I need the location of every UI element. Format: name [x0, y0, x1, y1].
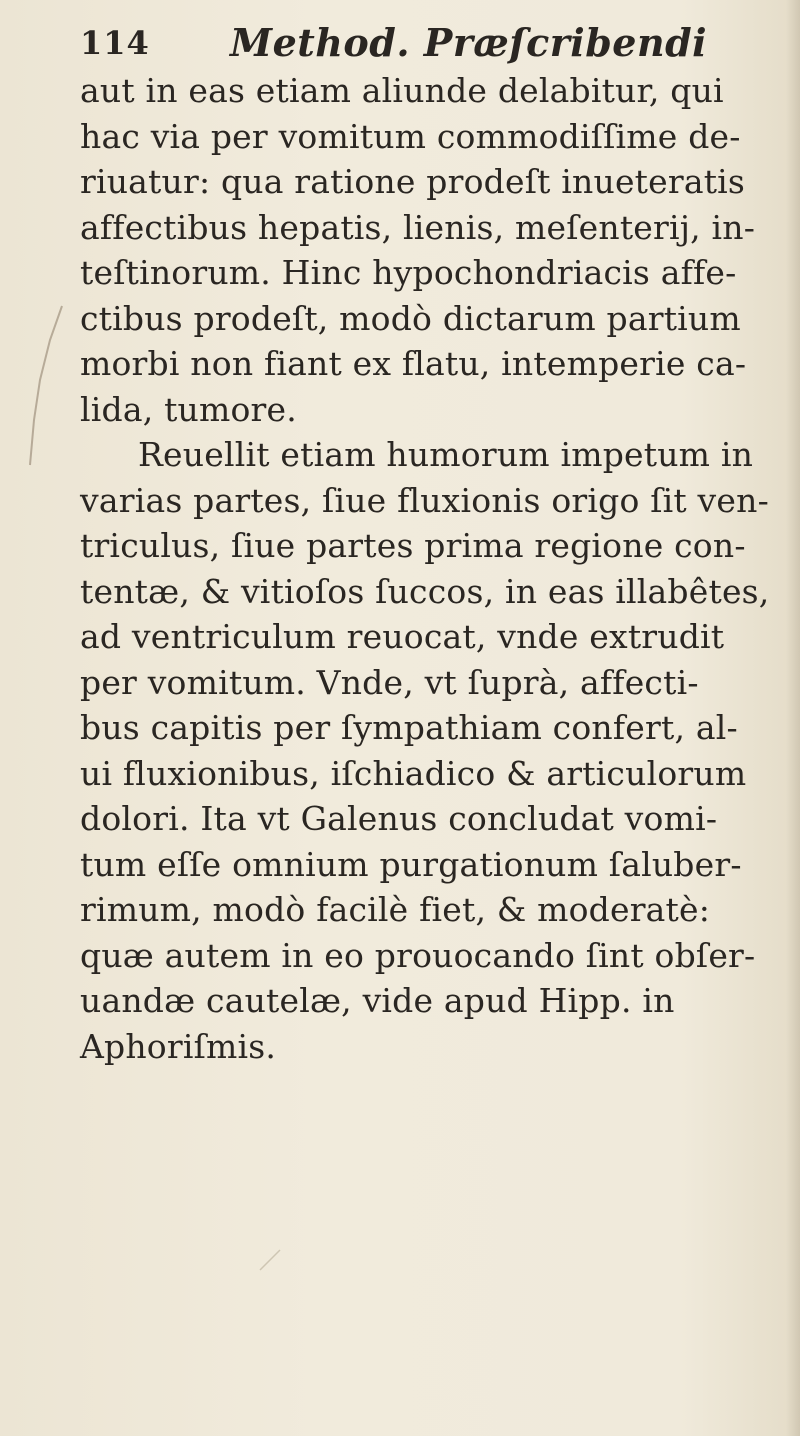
text-line: triculus, ſiue partes prima regione con- [80, 526, 746, 565]
main-text [80, 68, 800, 1069]
text-line: riuatur: qua ratione prodeſt inueteratis [80, 162, 746, 201]
text-line: lida, tumore. [80, 389, 297, 429]
text-line: bus capitis per ſympathiam confert, al- [80, 708, 738, 747]
text-line: teſtinorum. Hinc hypochondriacis affe- [80, 253, 737, 292]
text-line: aut in eas etiam aliunde delabitur, qui [80, 71, 724, 110]
text-line: morbi non fiant ex flatu, intemperie ca- [80, 344, 747, 383]
text-line: varias partes, ſiue fluxionis origo ſit ven- [80, 480, 769, 520]
text-line: Aphoriſmis. [80, 1026, 277, 1066]
faint-pen-stroke [180, 1190, 320, 1310]
text-line: ctibus prodeſt, modò dictarum partium [80, 298, 741, 338]
margin-pen-mark [10, 300, 70, 470]
text-line: ad ventriculum reuocat, vnde extrudit [80, 617, 725, 656]
running-head: Method. Præſcribendi [230, 20, 708, 65]
paragraph-start-line: Reuellit etiam humorum impetum in [138, 435, 754, 474]
text-line: quæ autem in eo prouocando ſint obſer- [80, 935, 756, 975]
page-header [80, 10, 780, 70]
text-line: ui fluxionibus, iſchiadico & articulorum [80, 753, 747, 793]
text-line: dolori. Ita vt Galenus concludat vomi- [80, 799, 718, 838]
page-number: 114 [80, 24, 150, 62]
text-line: rimum, modò facilè fiet, & moderatè: [80, 890, 711, 929]
text-line: tum eſſe omnium purgationum ſaluber- [80, 844, 742, 884]
text-line: tentæ, & vitioſos ſuccos, in eas illabêtes, [80, 571, 770, 611]
text-line: per vomitum. Vnde, vt ſuprà, affecti- [80, 662, 699, 702]
text-line: hac via per vomitum commodiſſime de- [80, 116, 741, 156]
text-line: uandæ cautelæ, vide apud Hipp. in [80, 981, 675, 1020]
text-line: affectibus hepatis, lienis, meſenterij, in- [80, 207, 756, 247]
